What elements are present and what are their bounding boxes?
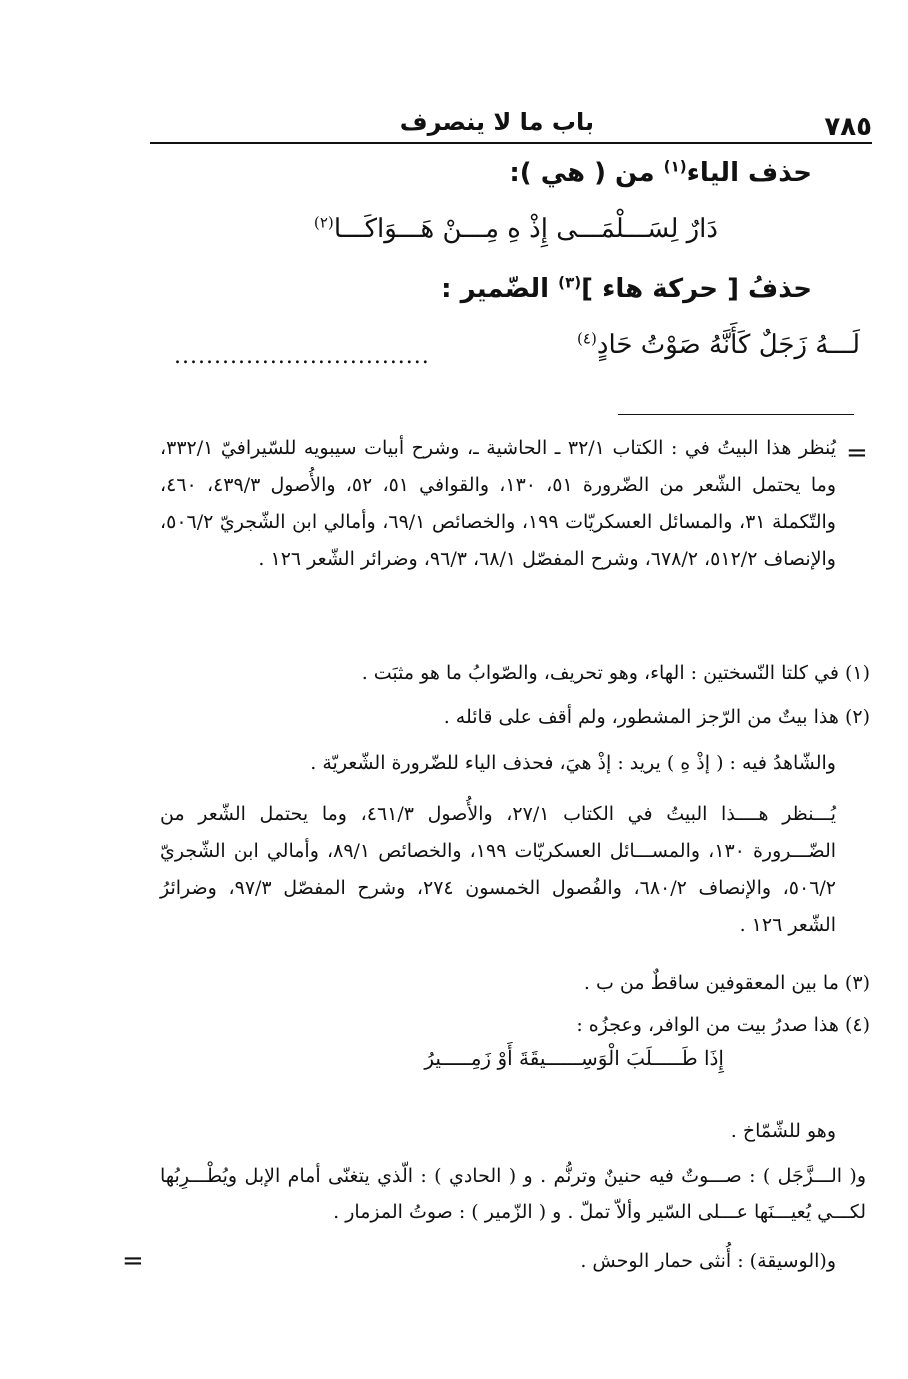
footnote-4-gloss: و( الـــزَّجَل ) : صـــوتٌ فيه حنينٌ وترنُّم . و ( الحادي ) : الّذي يتغنّى أمام الإبل ويُطْـــرِبُها لكـــي يُعيـــنَها عـــلى السّير وألاّ تملّ . و ( الزّمير ) : صوتُ المزمار . xyxy=(160,1165,866,1223)
footnote-4: (٤) هذا صدرُ بيت من الوافر، وعجزُه : xyxy=(576,1014,870,1036)
continuation-mark: = xyxy=(122,1246,144,1276)
footnote-2-references: يُـــنظر هــــذا البيتُ في الكتاب ٢٧/١، والأُصول ٤٦١/٣، وما يحتمل الشّعر من الضّـــرورة ١٣٠، والمســـائل العسكريّات ١٩٩، والخصائص ٨٩/١، وأمالي ابن الشّجريّ ٥٠٦/٢، والإنصاف ٦٨٠/٢، والفُصول الخمسون ٢٧٤، وشرح المفصّل ٩٧/٣، وضرائرُ الشّعر ١٢٦ . xyxy=(160,803,837,936)
verse-text: لَـــهُ زَجَلٌ كَأَنَّهُ صَوْتُ حَادٍ xyxy=(596,330,860,360)
running-title: باب ما لا ينصرف xyxy=(399,108,594,136)
header-rule xyxy=(150,142,872,144)
verse-line xyxy=(577,330,860,360)
footnote-2-shahid: والشّاهدُ فيه : ( إذْ هِ ) يريد : إذْ هيَ، فحذف الياء للضّرورة الشّعريّة . xyxy=(310,752,836,774)
footnote-4-verse: إِذَا طَـــــلَبَ الْوَسِــــــيقَةَ أَوْ زَمِـــــيرُ xyxy=(424,1046,724,1070)
page-header xyxy=(150,104,872,144)
footnote-1: (١) في كلتا النّسختين : الهاء، وهو تحريف، والصّوابُ ما هو مثبَت . xyxy=(361,662,870,684)
footnote-ref: (٣) xyxy=(558,273,582,292)
continuation-mark: = xyxy=(846,438,868,468)
heading-text: حذفُ [ حركة هاء ] xyxy=(581,274,812,304)
footnote-continued: يُنظر هذا البيتُ في : الكتاب ٣٢/١ ـ الحاشية ـ، وشرح أبيات سيبويه للسّيرافيّ ٣٣٢/١، وما يحتمل الشّعر من الضّرورة ٥١، ١٣٠، والقوافي ٥١، ٥٢، والأُصول ٤٣٩/٣، ٤٦٠، والتّكملة ٣١، والمسائل العسكريّات ١٩٩، والخصائص ٦٩/١، وأمالي ابن الشّجريّ ٥٠٦/٢، والإنصاف ٥١٢/٢، ٦٧٨/٢، وشرح المفصّل ٦٨/١، ٩٦/٣، وضرائر الشّعر ١٢٦ . xyxy=(160,437,837,570)
footnote-2: (٢) هذا بيتٌ من الرّجز المشطور، ولم أقف على قائله . xyxy=(443,706,870,728)
verse-line xyxy=(314,214,718,244)
heading-tail: الضّمير : xyxy=(441,274,550,304)
heading-text: حذف الياء xyxy=(686,158,812,188)
footnote-3: (٣) ما بين المعقوفين ساقطٌ من ب . xyxy=(583,972,870,994)
footnote-separator xyxy=(618,414,854,415)
footnote-ref: (٤) xyxy=(576,329,597,348)
footnote-ref: (٢) xyxy=(313,213,334,232)
footnote-4-poet: وهو للشّمّاخ . xyxy=(730,1120,836,1142)
footnote-ref: (١) xyxy=(663,157,687,176)
verse-ellipsis: ................................ xyxy=(174,344,430,369)
verse-text: دَارٌ لِسَـــلْمَـــى إِذْ هِ مِـــنْ هَـــوَاكَـــا xyxy=(333,214,718,244)
heading-tail: من ( هي ): xyxy=(509,158,655,188)
footnote-4-gloss-2: و(الوسيقة) : أُنثى حمار الوحش . xyxy=(580,1250,836,1272)
page-number: ٧٨٥ xyxy=(824,112,872,142)
heading-pronoun-vowel-deletion xyxy=(441,274,812,304)
heading-ya-deletion xyxy=(509,158,812,188)
